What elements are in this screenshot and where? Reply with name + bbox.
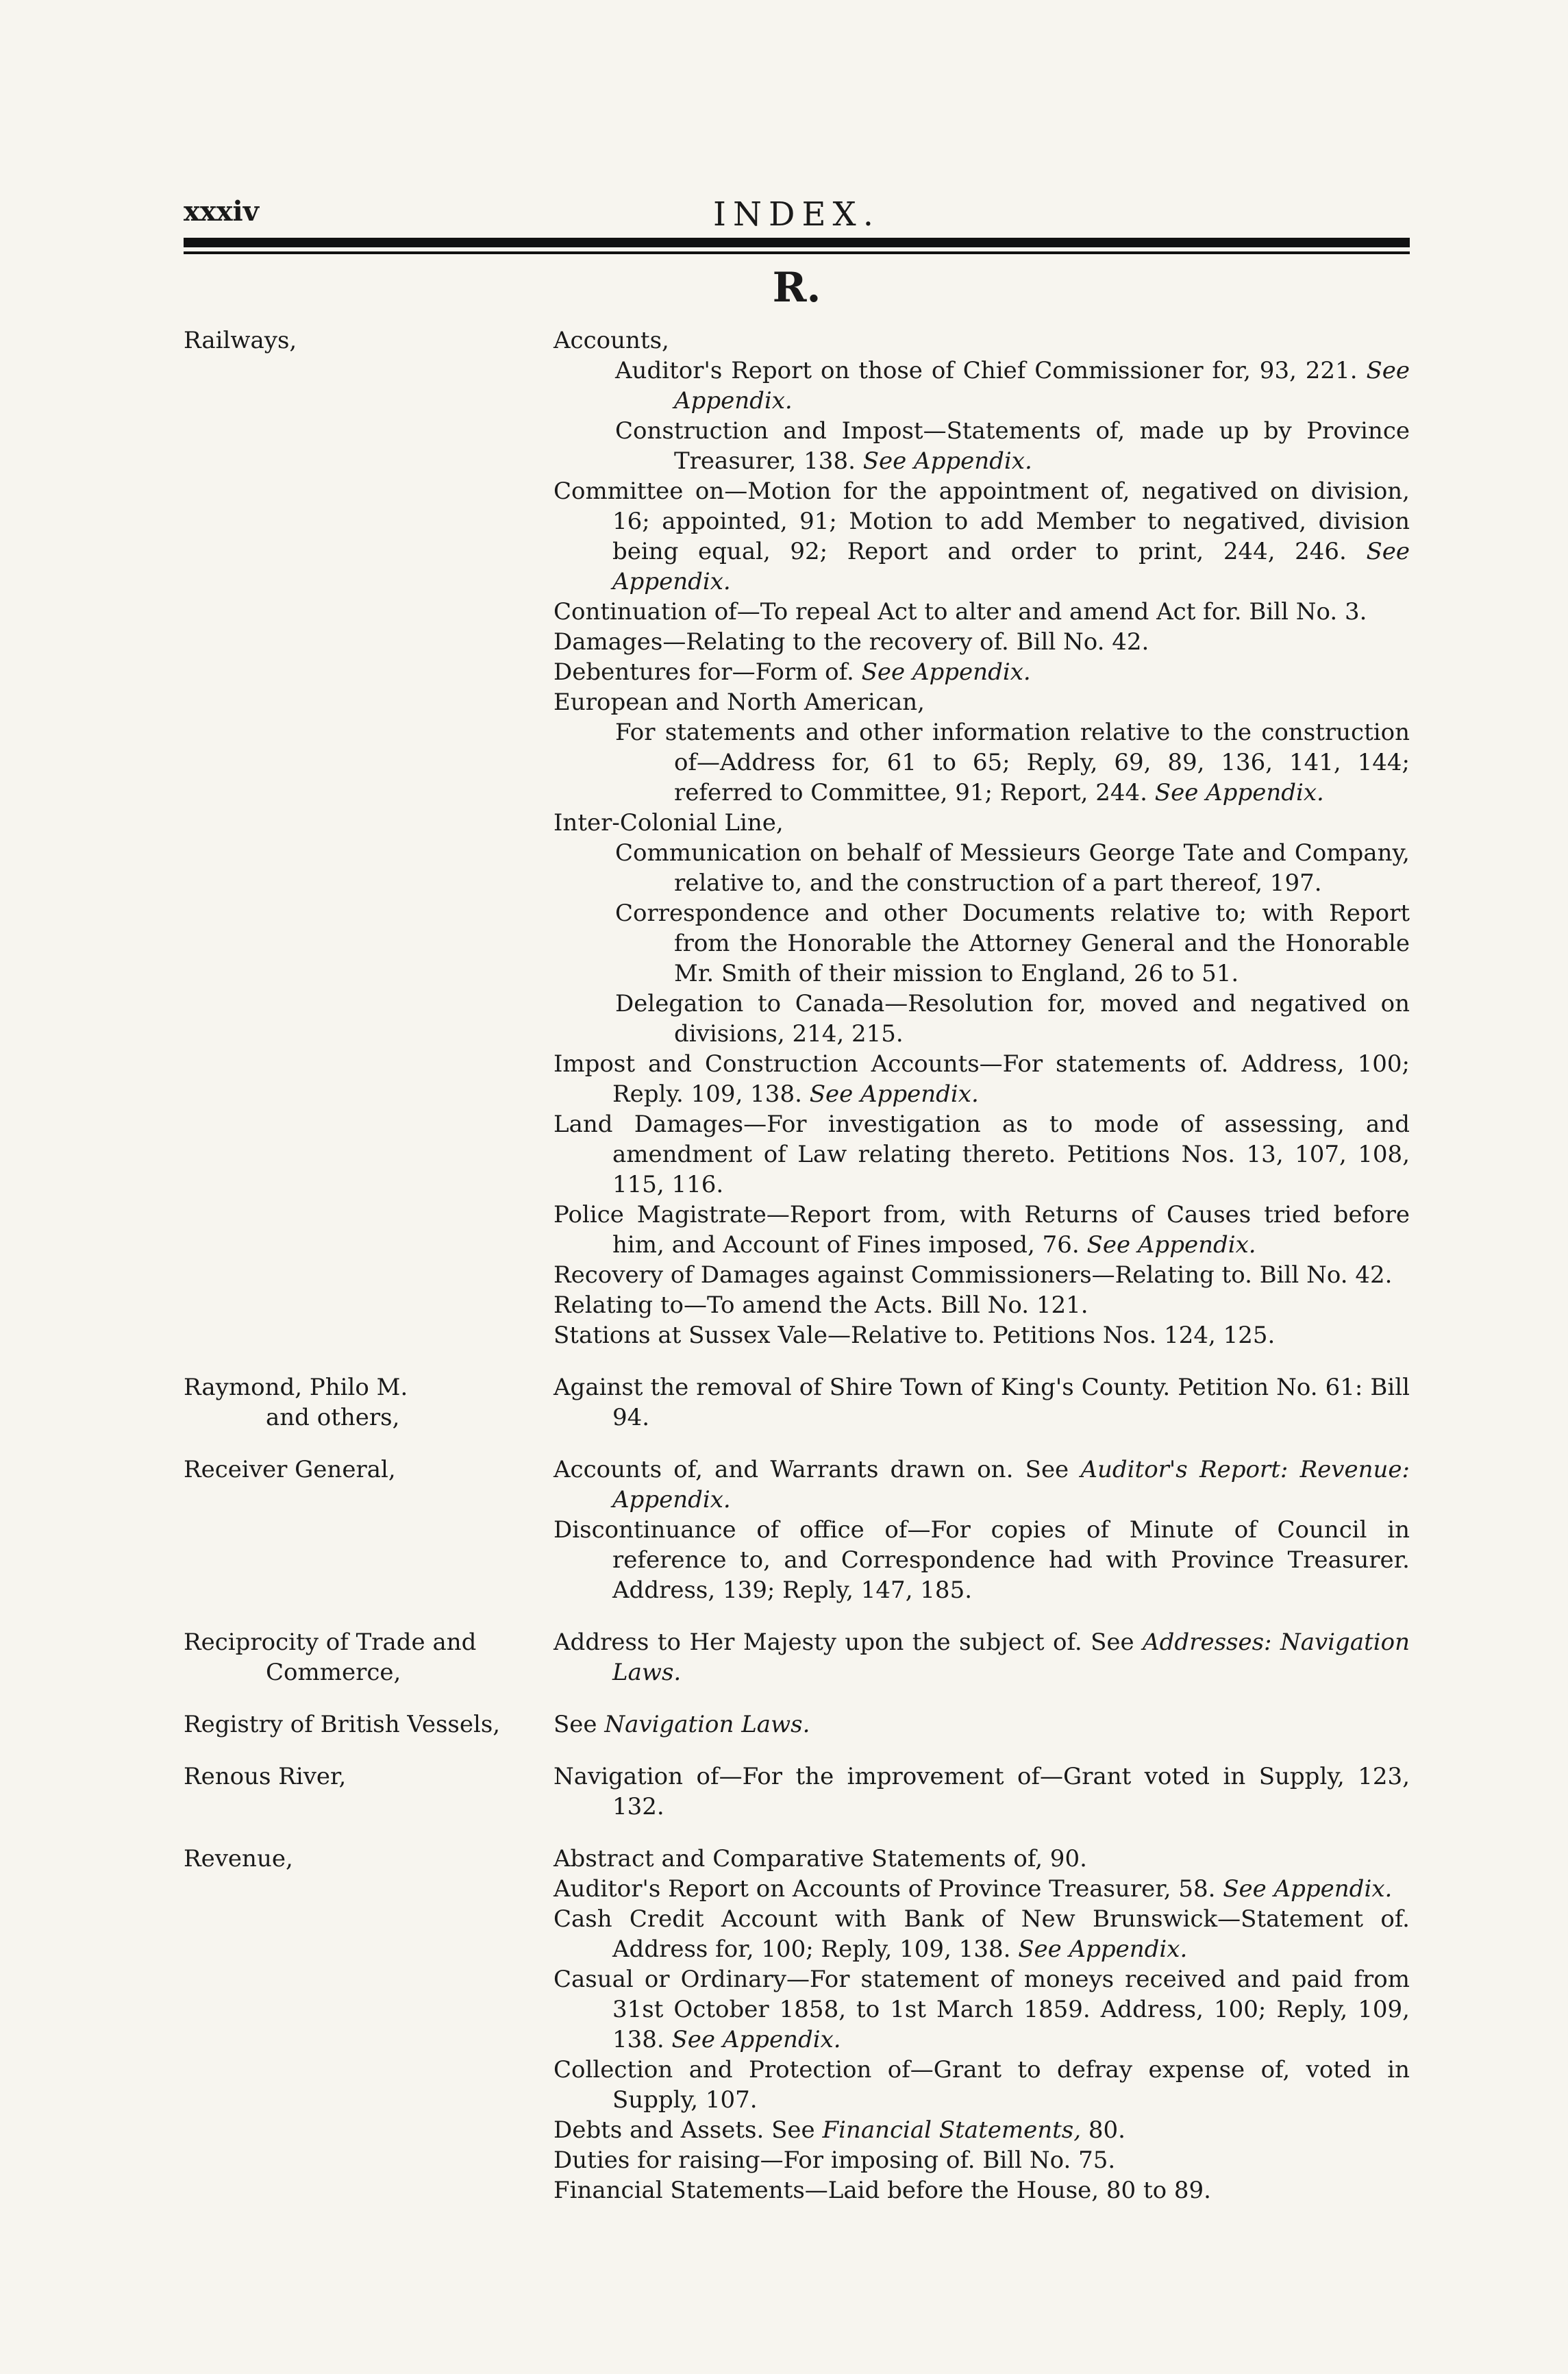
reference-text: Accounts, bbox=[553, 327, 669, 354]
reference-text: Address to Her Majesty upon the subject of. See bbox=[553, 1629, 1134, 1656]
index-reference bbox=[553, 1515, 1410, 1605]
running-title: INDEX. bbox=[713, 195, 880, 234]
reference-text: Recovery of Damages against Commissioners—Relating to. Bill No. 42. bbox=[553, 1261, 1393, 1289]
index-reference bbox=[553, 1260, 1410, 1290]
reference-text: Auditor's Report on those of Chief Commissioner for, 93, 221. bbox=[615, 357, 1358, 384]
index-reference bbox=[553, 1109, 1410, 1200]
cross-reference: See Appendix. bbox=[809, 1080, 979, 1108]
cross-reference: See Appendix. bbox=[1223, 1875, 1393, 1903]
index-subject bbox=[184, 1372, 553, 1433]
page-folio: xxxiv bbox=[184, 195, 259, 227]
index-reference bbox=[553, 1200, 1410, 1260]
index-entry bbox=[184, 1709, 1410, 1740]
index-entry bbox=[184, 1455, 1410, 1605]
index-entry bbox=[184, 1844, 1410, 2205]
index-reference bbox=[553, 2145, 1410, 2175]
cross-reference: See Appendix. bbox=[1018, 1936, 1188, 1963]
reference-text: Auditor's Report on Accounts of Province Treasurer, 58. bbox=[553, 1875, 1216, 1903]
index-reference bbox=[553, 898, 1410, 989]
cross-reference: See Appendix. bbox=[862, 447, 1032, 475]
cross-reference: See Appendix. bbox=[861, 658, 1031, 686]
reference-text: Against the removal of Shire Town of King's County. Petition No. 61: Bill 94. bbox=[553, 1374, 1410, 1431]
reference-text: Relating to—To amend the Acts. Bill No. 121. bbox=[553, 1291, 1088, 1319]
header-rule-thin bbox=[184, 251, 1410, 254]
index-reference bbox=[553, 808, 1410, 838]
index-reference bbox=[553, 1320, 1410, 1350]
index-reference bbox=[553, 1904, 1410, 1964]
reference-text: Committee on—Motion for the appointment of, negatived on division, 16; appointed, 91; Motion to add Member to negatived, division being equal, 92; Report and order to print, 244, 246. bbox=[553, 478, 1410, 565]
cross-reference: Auditor's Report: Revenue: Appendix. bbox=[612, 1456, 1410, 1513]
cross-reference: See Appendix. bbox=[612, 538, 1410, 595]
index-reference bbox=[553, 1372, 1410, 1433]
index-references bbox=[553, 325, 1410, 1350]
index-reference bbox=[553, 1290, 1410, 1320]
reference-text: Abstract and Comparative Statements of, 90. bbox=[553, 1845, 1087, 1872]
index-reference bbox=[553, 356, 1410, 416]
index-references bbox=[553, 1372, 1410, 1433]
index-reference bbox=[553, 1874, 1410, 1904]
index-entries bbox=[184, 325, 1410, 2227]
reference-text: Damages—Relating to the recovery of. Bill No. 42. bbox=[553, 628, 1149, 656]
index-reference bbox=[553, 1844, 1410, 1874]
reference-text: See bbox=[553, 1711, 597, 1738]
reference-text: Cash Credit Account with Bank of New Brunswick—Statement of. Address for, 100; Reply, 109, 138. bbox=[553, 1905, 1410, 1963]
index-reference bbox=[553, 627, 1410, 657]
cross-reference: Addresses: Navigation Laws. bbox=[612, 1629, 1410, 1686]
reference-text: Duties for raising—For imposing of. Bill No. 75. bbox=[553, 2147, 1116, 2174]
reference-text: European and North American, bbox=[553, 689, 925, 716]
index-subject bbox=[184, 1455, 553, 1605]
index-reference bbox=[553, 687, 1410, 717]
reference-text: Discontinuance of office of—For copies of Minute of Council in reference to, and Correspondence had with Province Treasurer. Address, 139; Reply, 147, 185. bbox=[553, 1516, 1410, 1604]
index-reference bbox=[553, 1627, 1410, 1687]
reference-text: Continuation of—To repeal Act to alter and amend Act for. Bill No. 3. bbox=[553, 598, 1367, 626]
reference-text: Debts and Assets. See bbox=[553, 2116, 815, 2144]
index-subject-line: Reciprocity of Trade and bbox=[184, 1629, 477, 1656]
index-reference bbox=[553, 2055, 1410, 2115]
index-reference bbox=[553, 1709, 1410, 1740]
index-entry bbox=[184, 1761, 1410, 1822]
cross-reference: See Appendix. bbox=[1154, 779, 1324, 806]
reference-text: Impost and Construction Accounts—For statements of. Address, 100; Reply. 109, 138. bbox=[553, 1050, 1410, 1108]
index-entry bbox=[184, 1627, 1410, 1687]
cross-reference: See Appendix. bbox=[674, 357, 1410, 415]
index-reference bbox=[553, 2175, 1410, 2205]
index-references bbox=[553, 1455, 1410, 1605]
index-subject-line: Registry of British Vessels, bbox=[184, 1711, 501, 1738]
reference-text: Land Damages—For investigation as to mode of assessing, and amendment of Law relating thereto. Petitions Nos. 13, 107, 108, 115, 116. bbox=[553, 1111, 1410, 1198]
reference-text: Collection and Protection of—Grant to defray expense of, voted in Supply, 107. bbox=[553, 2056, 1410, 2114]
index-reference bbox=[553, 657, 1410, 687]
index-page bbox=[184, 195, 1410, 2326]
index-references bbox=[553, 1761, 1410, 1822]
section-letter: R. bbox=[772, 264, 821, 312]
index-subject-line: Raymond, Philo M. bbox=[184, 1374, 408, 1401]
index-subject-line: Commerce, bbox=[266, 1659, 401, 1686]
index-subject bbox=[184, 1709, 553, 1740]
index-reference bbox=[553, 597, 1410, 627]
index-subject bbox=[184, 1844, 553, 2205]
cross-reference: Financial Statements, bbox=[822, 2116, 1082, 2144]
index-subject bbox=[184, 1761, 553, 1822]
cross-reference: Navigation Laws. bbox=[604, 1711, 810, 1738]
index-subject-line: Renous River, bbox=[184, 1763, 347, 1790]
cross-reference: See Appendix. bbox=[1086, 1231, 1256, 1259]
index-reference bbox=[553, 717, 1410, 808]
index-reference bbox=[553, 838, 1410, 898]
reference-text: Inter-Colonial Line, bbox=[553, 809, 784, 837]
reference-text: Debentures for—Form of. bbox=[553, 658, 854, 686]
reference-text: Navigation of—For the improvement of—Grant voted in Supply, 123, 132. bbox=[553, 1763, 1410, 1820]
index-references bbox=[553, 1627, 1410, 1687]
index-reference bbox=[553, 2115, 1410, 2145]
cross-reference: See Appendix. bbox=[671, 2026, 841, 2053]
index-references bbox=[553, 1709, 1410, 1740]
reference-text: Delegation to Canada—Resolution for, moved and negatived on divisions, 214, 215. bbox=[615, 990, 1410, 1048]
index-subject-line: and others, bbox=[266, 1404, 400, 1431]
index-entry bbox=[184, 1372, 1410, 1433]
index-subject bbox=[184, 1627, 553, 1687]
reference-text: Police Magistrate—Report from, with Returns of Causes tried before him, and Account of Fines imposed, 76. bbox=[553, 1201, 1410, 1259]
index-references bbox=[553, 1844, 1410, 2205]
index-subject-line: Revenue, bbox=[184, 1845, 293, 1872]
index-reference bbox=[553, 1049, 1410, 1109]
reference-text: Accounts of, and Warrants drawn on. See bbox=[553, 1456, 1069, 1483]
page-header bbox=[184, 195, 1410, 236]
index-reference bbox=[553, 1455, 1410, 1515]
reference-text: For statements and other information relative to the construction of—Address for, 61 to 65; Reply, 69, 89, 136, 141, 144; referred to Committee, 91; Report, 244. bbox=[615, 719, 1410, 806]
index-subject bbox=[184, 325, 553, 1350]
index-subject-line: Receiver General, bbox=[184, 1456, 396, 1483]
reference-text: Stations at Sussex Vale—Relative to. Petitions Nos. 124, 125. bbox=[553, 1322, 1275, 1349]
index-subject-line: Railways, bbox=[184, 327, 297, 354]
header-rule-thick bbox=[184, 238, 1410, 247]
reference-text: Financial Statements—Laid before the House, 80 to 89. bbox=[553, 2177, 1211, 2204]
index-entry bbox=[184, 325, 1410, 1350]
reference-text: Construction and Impost—Statements of, made up by Province Treasurer, 138. bbox=[615, 417, 1410, 475]
reference-text: Casual or Ordinary—For statement of moneys received and paid from 31st October 1858, to 1st March 1859. Address, 100; Reply, 109, 138. bbox=[553, 1966, 1410, 2053]
index-reference bbox=[553, 325, 1410, 356]
reference-page: 80. bbox=[1088, 2116, 1125, 2144]
index-reference bbox=[553, 1761, 1410, 1822]
index-reference bbox=[553, 1964, 1410, 2055]
reference-text: Correspondence and other Documents relative to; with Report from the Honorable the Attorney General and the Honorable Mr. Smith of their mission to England, 26 to 51. bbox=[615, 900, 1410, 987]
index-reference bbox=[553, 989, 1410, 1049]
index-reference bbox=[553, 476, 1410, 597]
index-reference bbox=[553, 416, 1410, 476]
reference-text: Communication on behalf of Messieurs George Tate and Company, relative to, and the construction of a part thereof, 197. bbox=[615, 839, 1410, 897]
